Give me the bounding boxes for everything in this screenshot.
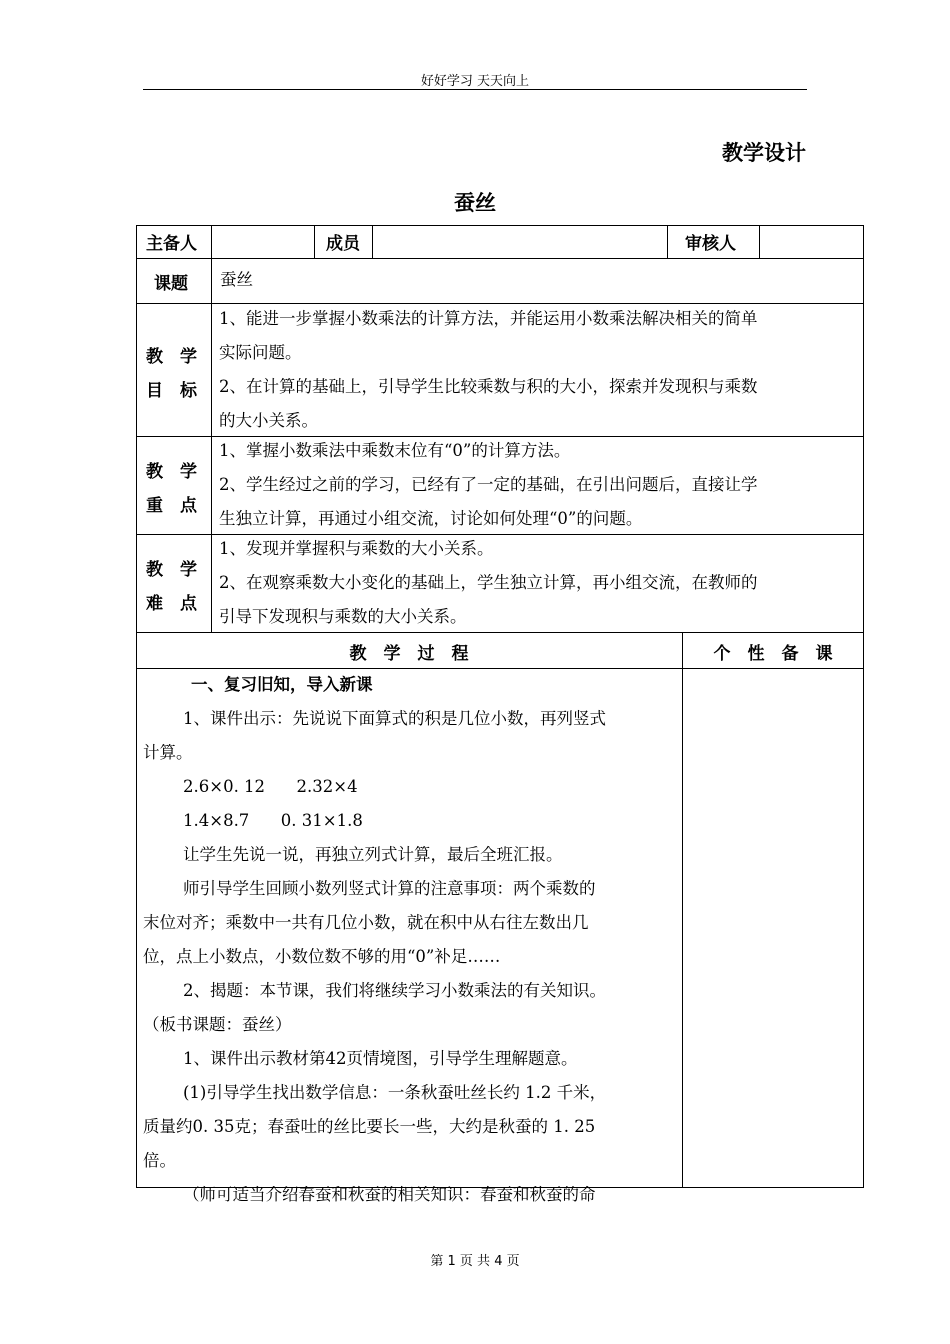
process-line: 1、课件出示：先说说下面算式的积是几位小数，再列竖式 <box>183 709 606 728</box>
goals-line: 2、在计算的基础上，引导学生比较乘数与积的大小，探索并发现积与乘数 <box>219 377 758 396</box>
process-line: 师引导学生回顾小数列竖式计算的注意事项：两个乘数的 <box>183 879 596 898</box>
section-title: 一、复习旧知，导入新课 <box>191 675 373 694</box>
process-content <box>143 668 679 1212</box>
goals-line: 1、能进一步掌握小数乘法的计算方法，并能运用小数乘法解决相关的简单 <box>219 309 758 328</box>
col-divider <box>667 225 668 258</box>
notes-content <box>683 669 863 1187</box>
difficulties-label-1: 教 学 <box>146 560 197 580</box>
difficulties-label-2: 难 点 <box>146 594 197 614</box>
lead-label: 主备人 <box>146 234 197 254</box>
difficulties-line: 1、发现并掌握积与乘数的大小关系。 <box>219 539 494 558</box>
members-label: 成员 <box>326 234 360 254</box>
table-left-border <box>136 225 137 1187</box>
process-line: 1、课件出示教材第42页情境图，引导学生理解题意。 <box>183 1049 578 1068</box>
keypoints-line: 1、掌握小数乘法中乘数末位有“0”的计算方法。 <box>219 441 571 460</box>
reviewer-label: 审核人 <box>685 234 736 254</box>
lead-value <box>212 226 314 258</box>
difficulties-line: 2、在观察乘数大小变化的基础上，学生独立计算，再小组交流，在教师的 <box>219 573 758 592</box>
page-footer: 第 1 页 共 4 页 <box>430 1254 520 1269</box>
topic-value: 蚕丝 <box>220 270 253 289</box>
notes-header: 个 性 备 课 <box>713 644 833 664</box>
process-header: 教 学 过 程 <box>349 644 469 664</box>
members-value <box>373 226 667 258</box>
difficulties-line: 引导下发现积与乘数的大小关系。 <box>219 607 467 626</box>
label-col-divider <box>211 258 212 632</box>
process-line: 1.4×8.7 0. 31×1.8 <box>183 811 363 830</box>
process-line: （师可适当介绍春蚕和秋蚕的相关知识：春蚕和秋蚕的命 <box>183 1185 596 1204</box>
process-line: 2.6×0. 12 2.32×4 <box>183 777 358 796</box>
goals-label-1: 教 学 <box>146 347 197 367</box>
doc-title: 教学设计 <box>722 141 806 165</box>
process-line: 末位对齐；乘数中一共有几位小数，就在积中从右往左数出几 <box>143 913 589 932</box>
process-line: 倍。 <box>143 1151 176 1170</box>
goals-line: 实际问题。 <box>219 343 302 362</box>
keypoints-label-1: 教 学 <box>146 462 197 482</box>
process-line: （板书课题：蚕丝） <box>143 1015 292 1034</box>
lesson-title: 蚕丝 <box>454 191 496 215</box>
goals-line: 的大小关系。 <box>219 411 318 430</box>
process-line: (1)引导学生找出数学信息：一条秋蚕吐丝长约 1.2 千米， <box>183 1083 607 1102</box>
header-rule <box>143 89 807 90</box>
table-right-border <box>863 225 864 1187</box>
process-line: 位，点上小数点，小数位数不够的用“0”补足…… <box>143 947 501 966</box>
process-line: 质量约0. 35克；春蚕吐的丝比要长一些，大约是秋蚕的 1. 25 <box>143 1117 596 1136</box>
process-line: 2、揭题：本节课，我们将继续学习小数乘法的有关知识。 <box>183 981 606 1000</box>
reviewer-value <box>760 226 863 258</box>
topic-label: 课题 <box>154 274 188 294</box>
keypoints-text <box>219 434 861 536</box>
goals-label-2: 目 标 <box>146 381 197 401</box>
col-divider <box>314 225 315 258</box>
process-line: 让学生先说一说，再独立列式计算，最后全班汇报。 <box>183 845 563 864</box>
goals-text <box>219 302 861 438</box>
keypoints-line: 生独立计算，再通过小组交流，讨论如何处理“0”的问题。 <box>219 509 643 528</box>
keypoints-line: 2、学生经过之前的学习，已经有了一定的基础，在引出问题后，直接让学 <box>219 475 758 494</box>
difficulties-text <box>219 532 861 634</box>
page-header: 好好学习 天天向上 <box>420 74 530 89</box>
row-divider <box>136 258 864 259</box>
process-line: 计算。 <box>143 743 193 762</box>
keypoints-label-2: 重 点 <box>146 496 197 516</box>
